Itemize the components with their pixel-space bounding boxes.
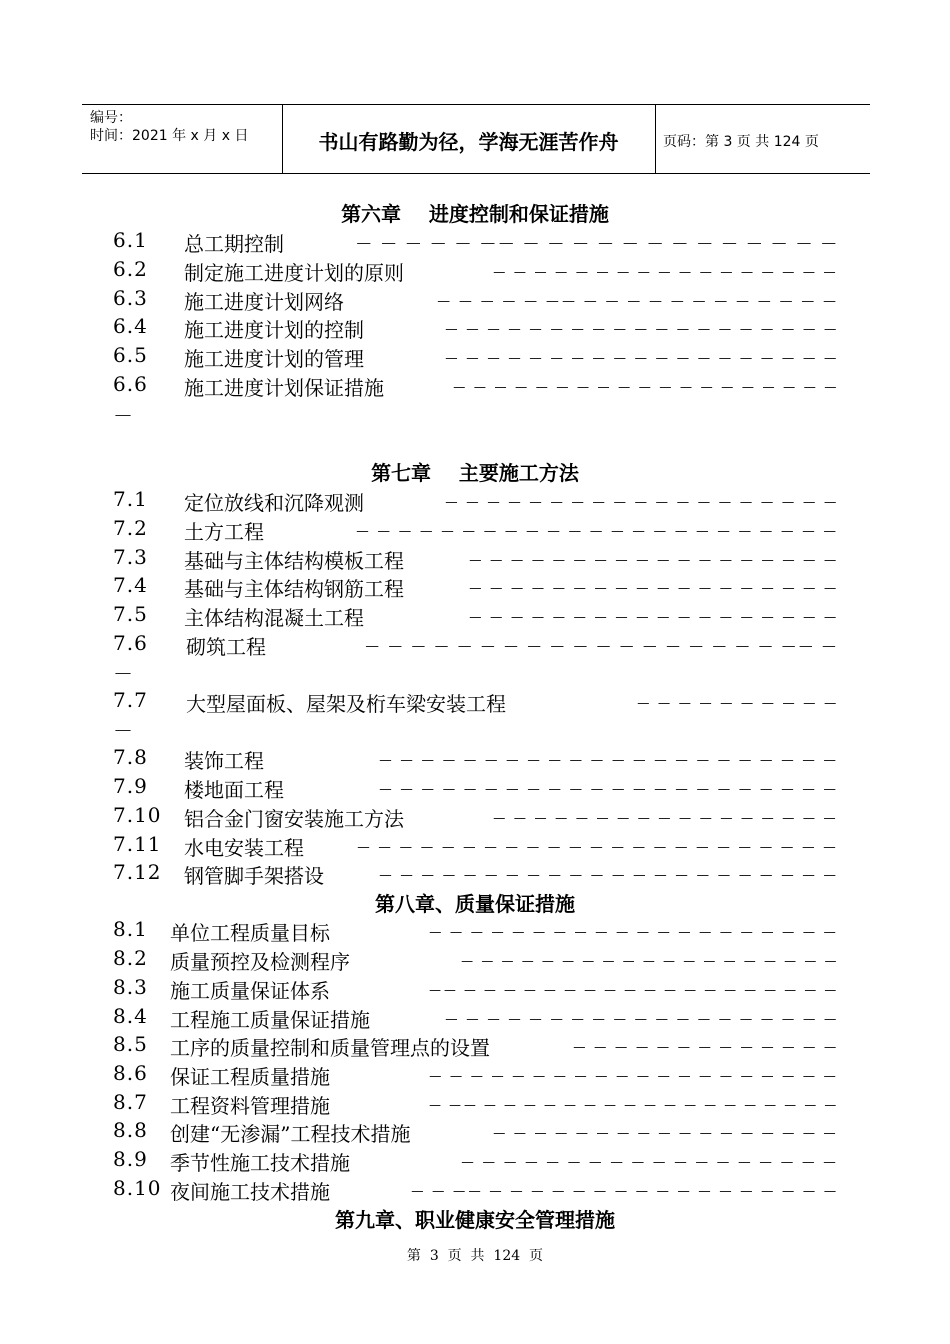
- toc-entry-leader: － － － － － － － － － － － － － － － － － －: [468, 606, 839, 630]
- toc-entry-leader: － － － － － － － － － － － － － － － － －: [492, 261, 838, 285]
- chapter-title: 第六章 进度控制和保证措施: [341, 202, 609, 226]
- toc-entry-number: 8.9: [113, 1147, 148, 1171]
- toc-entry-leader: － － － － － － － － － － － － － － － － － － －: [452, 376, 839, 400]
- toc-entry-title: 基础与主体结构模板工程: [184, 549, 404, 573]
- toc-entry-number: 7.5: [113, 602, 148, 626]
- toc-entry-leader: － － － － － － － － － － － － － － － － － － －: [444, 318, 839, 342]
- toc-entry-title: 施工进度计划的管理: [184, 347, 364, 371]
- toc-entry-number: 7.4: [113, 573, 148, 597]
- toc-entry-title: 施工质量保证体系: [170, 979, 330, 1003]
- toc-entry: [0, 286, 950, 314]
- toc-entry-title: 工程资料管理措施: [170, 1094, 330, 1118]
- toc-entry-leader: － － － － － － － － － － － － － － － － － － －: [444, 1008, 839, 1032]
- toc-entry-number: 8.3: [113, 975, 148, 999]
- toc-entry-title: 楼地面工程: [184, 778, 284, 802]
- toc-entry-leader: － － － － － － － － － － － － － － － － －: [492, 1122, 838, 1146]
- toc-entry-leader: － － － － － － － － － － － － － － － － － － －－ －: [364, 635, 838, 659]
- toc-entry-leader: － － － － － － － － － － － － － － － － － －: [460, 1151, 838, 1175]
- toc-entry-title: 工程施工质量保证措施: [170, 1008, 370, 1032]
- toc-entry-title: 单位工程质量目标: [170, 921, 330, 945]
- toc-entry-number: 8.8: [113, 1118, 148, 1142]
- toc-entry-leader-continued: －: [113, 662, 133, 686]
- toc-entry-number: 6.2: [113, 257, 148, 281]
- toc-entry-title: 铝合金门窗安装施工方法: [184, 807, 404, 831]
- document-number-label: 编号：: [90, 110, 132, 126]
- toc-entry-title: 保证工程质量措施: [170, 1065, 330, 1089]
- toc-entry: [0, 631, 950, 659]
- toc-entry-title: 工序的质量控制和质量管理点的设置: [170, 1036, 490, 1060]
- toc-entry-number: 8.7: [113, 1090, 148, 1114]
- toc-entry-leader: － － － － － － － － － － － － － － － － － － －: [444, 347, 839, 371]
- toc-entry-title: 土方工程: [184, 520, 264, 544]
- toc-entry-leader: －－ － － － － － － － － － － － － － － － － － － －: [428, 979, 839, 1003]
- toc-entry: [0, 1004, 950, 1032]
- toc-entry: [0, 487, 950, 515]
- toc-entry-title: 季节性施工技术措施: [170, 1151, 350, 1175]
- chapter-title: 第九章、职业健康安全管理措施: [335, 1208, 615, 1232]
- toc-entry-number: 8.2: [113, 946, 148, 970]
- toc-entry: [0, 803, 950, 831]
- toc-entry: [0, 1090, 950, 1118]
- toc-entry-leader: － － － － － － － － － － － － － － － － － － － －: [428, 921, 838, 945]
- toc-entry-leader: － －－ － － － － － － － － － － － － － － － － － －: [428, 1094, 839, 1118]
- toc-entry-number: 8.1: [113, 917, 148, 941]
- toc-entry-number: 7.6: [113, 631, 148, 655]
- toc-entry-title: 定位放线和沉降观测: [184, 491, 364, 515]
- chapter-title: 第八章、质量保证措施: [375, 892, 575, 916]
- toc-entry-leader: － － － － － － － － － － － － － － － － － －: [468, 549, 839, 573]
- toc-entry: [0, 343, 950, 371]
- toc-entry-leader: － － － － － － － － － － － － － － － － － － －: [460, 950, 839, 974]
- toc-entry: [0, 257, 950, 285]
- toc-entry-leader: － － － － － － － － － － － － － － － － － － － － － － －: [356, 836, 838, 860]
- toc-entry-title: 装饰工程: [184, 749, 264, 773]
- toc-entry-number: 7.2: [113, 516, 148, 540]
- toc-entry-number: 8.6: [113, 1061, 148, 1085]
- toc-entry: [0, 860, 950, 888]
- toc-entry: [0, 372, 950, 400]
- toc-entry-number: 7.9: [113, 774, 148, 798]
- toc-entry-number: 7.1: [113, 487, 148, 511]
- toc-entry: [0, 573, 950, 601]
- toc-entry-title: 钢管脚手架搭设: [184, 864, 324, 888]
- toc-entry-leader: － － － － － － － － － － － － －: [572, 1036, 839, 1060]
- toc-entry-number: 8.5: [113, 1032, 148, 1056]
- toc-entry-number: 7.8: [113, 745, 148, 769]
- toc-entry: [0, 228, 950, 256]
- toc-entry-leader: － － －－ － － － － － － － － － － － － － － － － －: [410, 1180, 839, 1204]
- toc-entry: [0, 774, 950, 802]
- toc-entry-leader: － － － － － － － － － － － － － － － － － － － － － － －: [355, 520, 839, 544]
- toc-entry-title: 夜间施工技术措施: [170, 1180, 330, 1204]
- page-footer: 第 3 页 共 124 页: [406, 1248, 544, 1264]
- toc-entry: [0, 1176, 950, 1204]
- toc-entry-number: 8.4: [113, 1004, 148, 1028]
- toc-entry-title: 制定施工进度计划的原则: [184, 261, 404, 285]
- toc-entry-number: 6.5: [113, 343, 148, 367]
- toc-entry: [0, 745, 950, 773]
- toc-entry-title: 施工进度计划保证措施: [184, 376, 384, 400]
- toc-entry: [0, 975, 950, 1003]
- toc-entry-number: 7.3: [113, 545, 148, 569]
- toc-entry-number: 7.11: [113, 832, 162, 856]
- toc-entry: [0, 1061, 950, 1089]
- toc-entry: [0, 688, 950, 716]
- toc-entry-leader: － － － － － － － － － － － － － － － － － － －: [444, 491, 839, 515]
- header-motto: 书山有路勤为径，学海无涯苦作舟: [318, 130, 619, 154]
- toc-entry: [0, 545, 950, 573]
- toc-entry-leader: － － － － － － － － － － － － － － － － － － － － － －: [378, 864, 838, 888]
- toc-entry-number: 6.6: [113, 372, 148, 396]
- toc-entry-leader: － － － － － －－ － － － － － － － － － － － － －: [355, 232, 839, 256]
- toc-entry: [0, 1147, 950, 1175]
- toc-entry-number: 6.3: [113, 286, 148, 310]
- toc-entry-number: 8.10: [113, 1176, 162, 1200]
- toc-entry-leader-continued: －: [113, 719, 133, 743]
- toc-entry-leader: － － － － － － － － － －: [636, 692, 839, 716]
- toc-entry-leader: － － － － － － － － － － － － － － － － － －: [468, 577, 839, 601]
- toc-entry-title: 基础与主体结构钢筋工程: [184, 577, 404, 601]
- toc-entry-title: 施工进度计划网络: [184, 290, 344, 314]
- toc-entry-title: 砌筑工程: [186, 635, 266, 659]
- toc-entry-title: 质量预控及检测程序: [170, 950, 350, 974]
- toc-entry: [0, 314, 950, 342]
- toc-entry-leader: － － － － － － － － － － － － － － － － － － － － － －: [378, 778, 838, 802]
- chapter-title: 第七章 主要施工方法: [371, 461, 579, 485]
- toc-entry: [0, 1118, 950, 1146]
- toc-entry: [0, 946, 950, 974]
- toc-entry-number: 7.10: [113, 803, 162, 827]
- toc-entry-leader: － － － － － － － － － － － － － － － － －: [492, 807, 838, 831]
- toc-entry: [0, 1032, 950, 1060]
- header-page-number: 页码：第 3 页 共 124 页: [663, 134, 819, 150]
- toc-entry-title: 主体结构混凝土工程: [184, 606, 364, 630]
- toc-entry-leader-continued: －: [113, 404, 133, 428]
- toc-entry: [0, 917, 950, 945]
- toc-entry: [0, 516, 950, 544]
- toc-entry-number: 7.7: [113, 688, 148, 712]
- toc-entry-leader: － － － － － － － － － － － － － － － － － － － － － －: [378, 749, 838, 773]
- toc-entry-title: 水电安装工程: [184, 836, 304, 860]
- toc-entry-title: 创建“无渗漏”工程技术措施: [170, 1122, 411, 1146]
- document-time-label: 时间：2021 年 x 月 x 日: [90, 128, 249, 144]
- toc-entry-leader: － － － － － － － － － － － － － － － － － － － －: [428, 1065, 838, 1089]
- toc-entry-leader: － － － － － －－ － － － － － － － － － － － －: [436, 290, 838, 314]
- toc-entry-title: 总工期控制: [184, 232, 284, 256]
- toc-entry-number: 6.4: [113, 314, 148, 338]
- toc-entry-title: 大型屋面板、屋架及桁车梁安装工程: [186, 692, 506, 716]
- toc-entry: [0, 832, 950, 860]
- toc-entry-title: 施工进度计划的控制: [184, 318, 364, 342]
- toc-entry-number: 7.12: [113, 860, 162, 884]
- toc-entry: [0, 602, 950, 630]
- toc-entry-number: 6.1: [113, 228, 148, 252]
